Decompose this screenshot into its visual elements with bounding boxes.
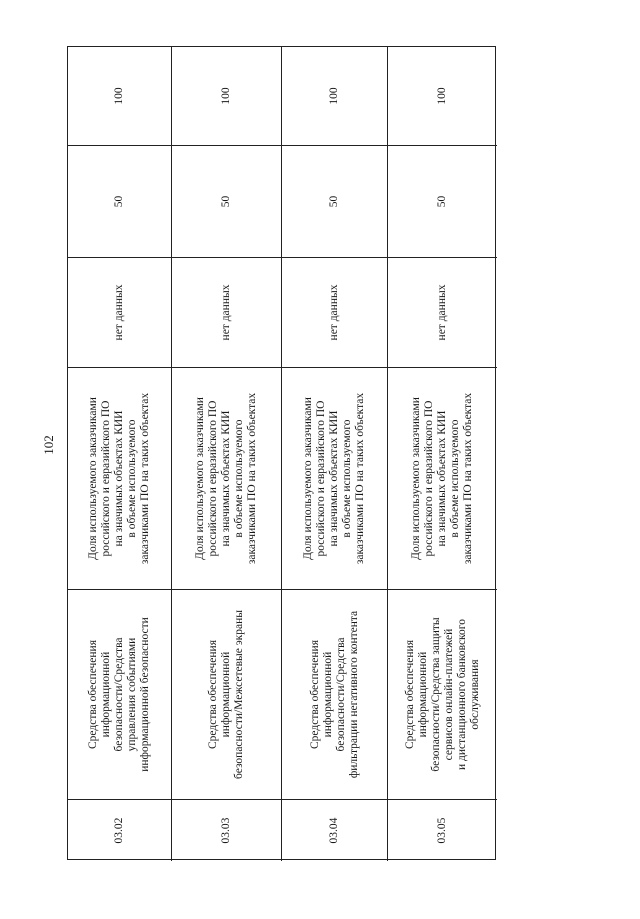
table-cell-code: 03.05 xyxy=(388,799,497,861)
page-number: 102 xyxy=(41,435,56,455)
table-cell-base: нет данных xyxy=(68,257,172,367)
table-cell-indicator: Доля используемого заказчиками российского и евразийского ПО на значимых объектах КИИ в объеме используемого заказчиками ПО на таких объектах xyxy=(172,367,282,589)
table-cell-base: нет данных xyxy=(282,257,388,367)
data-table-grid xyxy=(68,47,497,861)
table-cell-target-final: 100 xyxy=(172,47,282,145)
table-cell-base: нет данных xyxy=(172,257,282,367)
table-cell-indicator: Доля используемого заказчиками российского и евразийского ПО на значимых объектах КИИ в объеме используемого заказчиками ПО на таких объектах xyxy=(282,367,388,589)
table-cell-target-mid: 50 xyxy=(282,145,388,257)
table-cell-target-final: 100 xyxy=(282,47,388,145)
table-cell-code: 03.03 xyxy=(172,799,282,861)
table-cell-indicator: Доля используемого заказчиками российского и евразийского ПО на значимых объектах КИИ в объеме используемого заказчиками ПО на таких объектах xyxy=(388,367,497,589)
table-cell-name: Средства обеспечения информационной безопасности/Средства управления событиями информационной безопасности xyxy=(68,589,172,799)
table-cell-target-final: 100 xyxy=(68,47,172,145)
table-cell-indicator: Доля используемого заказчиками российского и евразийского ПО на значимых объектах КИИ в объеме используемого заказчиками ПО на таких объектах xyxy=(68,367,172,589)
data-table xyxy=(67,46,496,860)
table-cell-target-mid: 50 xyxy=(172,145,282,257)
table-cell-code: 03.04 xyxy=(282,799,388,861)
table-cell-name: Средства обеспечения информационной безопасности/Средства фильтрации негативного контента xyxy=(282,589,388,799)
table-cell-target-mid: 50 xyxy=(68,145,172,257)
table-cell-target-mid: 50 xyxy=(388,145,497,257)
table-cell-base: нет данных xyxy=(388,257,497,367)
table-cell-name: Средства обеспечения информационной безопасности/Межсетевые экраны xyxy=(172,589,282,799)
table-cell-name: Средства обеспечения информационной безопасности/Средства защиты сервисов онлайн-платежей и дистанционного банковского обслуживания xyxy=(388,589,497,799)
table-cell-target-final: 100 xyxy=(436,87,448,105)
table-cell-code: 03.02 xyxy=(68,799,172,861)
